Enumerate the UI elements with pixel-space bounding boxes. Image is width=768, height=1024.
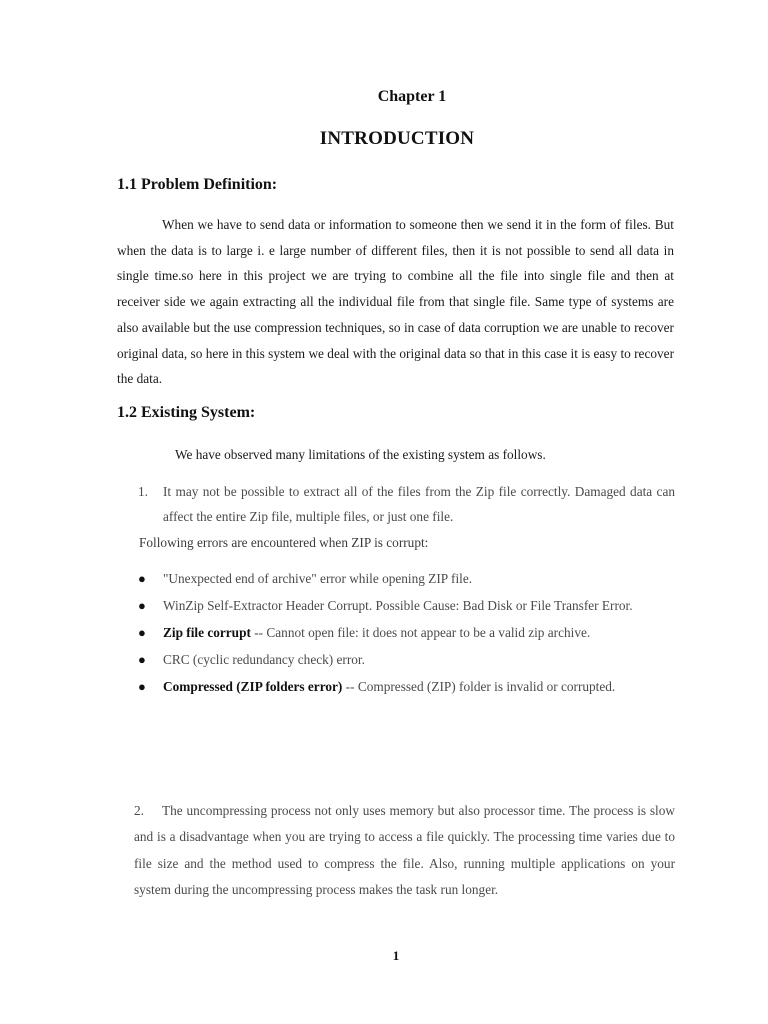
problem-definition-paragraph: When we have to send data or information to someone then we send it in the form of files. But when the data is to large i. e large number of different files, then it is not possible to send all data in single time.so here in this project we are trying to combine all the file into single file and then at receiver side we again extracting all the individual file from that single file. Same type of systems are also available but the use compression techniques, so in case of data corruption we are unable to recover original data, so here in this system we deal with the original data so that in this case it is easy to recover the data.: [117, 217, 674, 387]
zip-errors-list: [138, 566, 675, 701]
bullet-text: CRC (cyclic redundancy check) error.: [163, 652, 365, 667]
section-heading-problem-definition: 1.1 Problem Definition:: [117, 176, 278, 193]
bullet-icon: ●: [138, 598, 146, 613]
list-item: [138, 566, 675, 591]
list-item: [138, 647, 675, 672]
bullet-icon: ●: [138, 625, 146, 640]
bullet-text: -- Cannot open file: it does not appear to be a valid zip archive.: [250, 625, 591, 640]
list-number: 1.: [138, 484, 148, 499]
limitation-item-2: [134, 798, 675, 903]
chapter-label: Chapter 1: [377, 88, 447, 105]
list-number: 2.: [134, 803, 144, 818]
bullet-bold-text: Zip file corrupt: [163, 625, 251, 640]
bullet-text: "Unexpected end of archive" error while opening ZIP file.: [163, 571, 473, 586]
list-item: [138, 620, 675, 645]
page-number: 1: [392, 948, 400, 963]
bullet-icon: ●: [138, 679, 146, 694]
bullet-bold-text: Compressed (ZIP folders error): [163, 679, 343, 694]
section-heading-existing-system: 1.2 Existing System:: [117, 404, 256, 421]
bullet-icon: ●: [138, 571, 146, 586]
list-item: [138, 593, 675, 618]
existing-system-intro: We have observed many limitations of the existing system as follows.: [175, 447, 546, 462]
bullet-text: -- Compressed (ZIP) folder is invalid or corrupted.: [342, 679, 616, 694]
errors-intro-text: Following errors are encountered when ZIP is corrupt:: [139, 535, 429, 550]
limitation-item-1: [138, 480, 675, 529]
list-item-text: It may not be possible to extract all of the files from the Zip file correctly. Damaged data can affect the entire Zip file, multiple files, or just one file.: [163, 484, 675, 524]
bullet-icon: ●: [138, 652, 146, 667]
list-item: [138, 674, 675, 699]
bullet-text: WinZip Self-Extractor Header Corrupt. Possible Cause: Bad Disk or File Transfer Error.: [163, 598, 633, 613]
list-item-text: The uncompressing process not only uses memory but also processor time. The process is slow and is a disadvantage when you are trying to access a file quickly. The processing time varies due to file size and the method used to compress the file. Also, running multiple applications on your system during the uncompressing process makes the task run longer.: [134, 803, 675, 897]
chapter-title: INTRODUCTION: [319, 128, 475, 149]
